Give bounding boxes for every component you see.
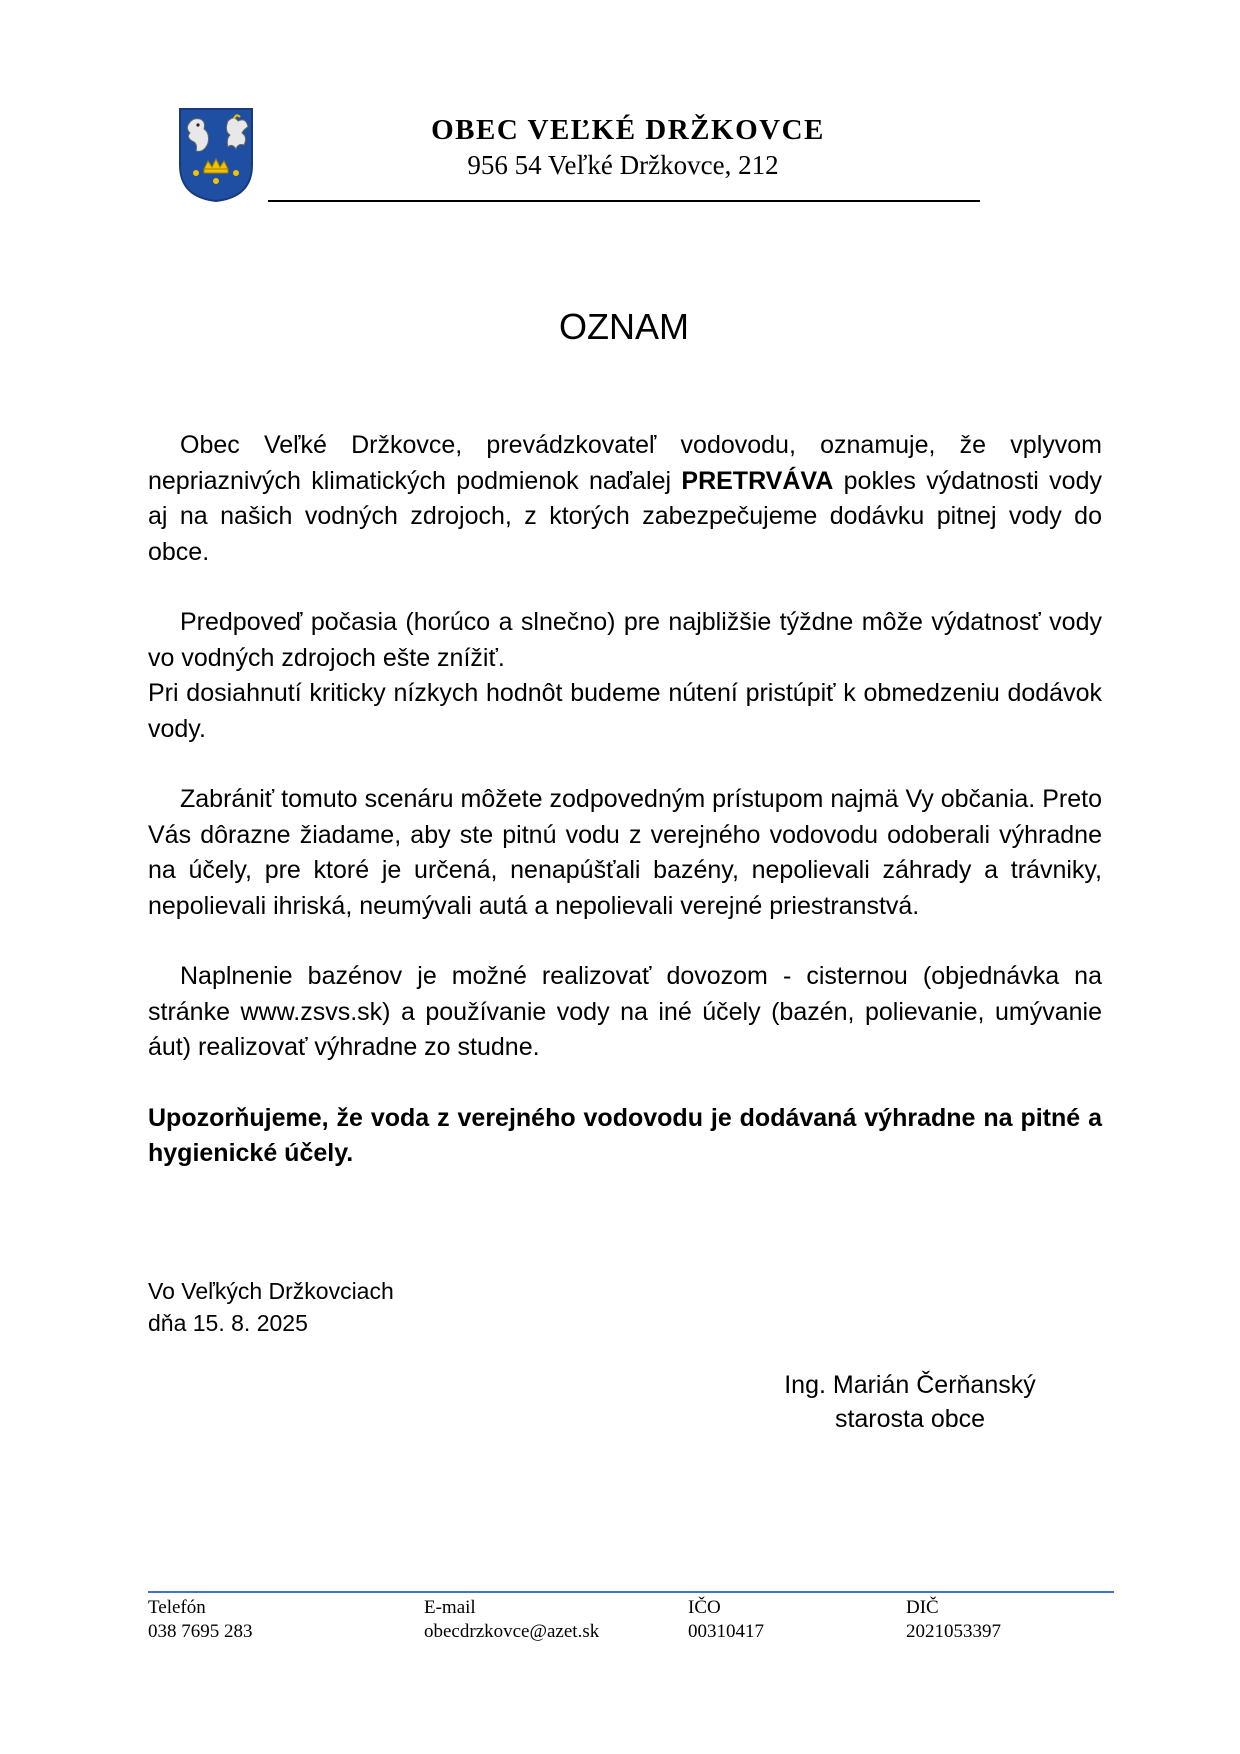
paragraph-1-text-a: Obec Veľké Držkovce, prevádzkovateľ vodovodu, oznamuje, že vplyvom nepriaznivých klimatických podmienok naďalej [148, 431, 1102, 495]
signatory-name: Ing. Marián Čerňanský [784, 1371, 1036, 1399]
paragraph-1 [148, 428, 1102, 570]
footer-phone-value: 038 7695 283 [148, 1621, 253, 1642]
header-divider [268, 200, 980, 202]
footer-email [424, 1596, 599, 1644]
footer-divider [148, 1591, 1114, 1593]
footer-dic-value: 2021053397 [906, 1621, 1001, 1642]
footer-dic [906, 1596, 1001, 1644]
paragraph-2: Predpoveď počasia (horúco a slnečno) pre najbližšie týždne môže výdatnosť vody vo vodných zdrojoch ešte znížiť. [148, 608, 1102, 672]
paragraph-1-text-b: pokles výdatnosti vody aj na našich vodných zdrojoch, z ktorých zabezpečujeme dodávku pitnej vody do obce. [148, 466, 1102, 566]
paragraph-4: Zabrániť tomuto scenáru môžete zodpovedným prístupom najmä Vy občania. Preto Vás dôrazne žiadame, aby ste pitnú vodu z verejného vodovodu odoberali výhradne na účely, pre ktoré je určená, nenapúšťali bazény, nepolievali záhrady a trávniky, nepolievali ihriská, neumývali autá a nepolievali verejné priestranstvá. [148, 785, 1102, 920]
footer-ico-label: IČO [688, 1597, 721, 1618]
footer-email-label: E-mail [424, 1597, 476, 1618]
signature-block [700, 1368, 1120, 1436]
footer-ico-value: 00310417 [688, 1621, 764, 1642]
place: Vo Veľkých Držkovciach [148, 1278, 394, 1304]
footer-ico [688, 1596, 764, 1644]
place-and-date [148, 1275, 394, 1339]
paragraph-5: Naplnenie bazénov je možné realizovať dovozom - cisternou (objednávka na stránke www.zsvs.sk) a používanie vody na iné účely (bazén, polievanie, umývanie áut) realizovať výhradne zo studne. [148, 962, 1102, 1061]
footer-email-value: obecdrzkovce@azet.sk [424, 1621, 600, 1642]
notice-body [148, 428, 1102, 1207]
date: dňa 15. 8. 2025 [148, 1310, 308, 1336]
municipality-address: 956 54 Veľké Držkovce, 212 [467, 150, 779, 180]
footer-dic-label: DIČ [906, 1597, 939, 1618]
footer-phone [148, 1596, 253, 1644]
paragraph-1-emphasis: PRETRVÁVA [681, 466, 834, 495]
paragraph-6: Upozorňujeme, že voda z verejného vodovodu je dodávaná výhradne na pitné a hygienické účely. [148, 1103, 1102, 1167]
paragraph-3: Pri dosiahnutí kriticky nízkych hodnôt budeme nútení pristúpiť k obmedzeniu dodávok vody. [148, 679, 1102, 743]
footer-phone-label: Telefón [148, 1597, 206, 1618]
document-title: OZNAM [559, 306, 689, 347]
municipality-name: OBEC VEĽKÉ DRŽKOVCE [431, 114, 825, 146]
signatory-role: starosta obce [834, 1405, 986, 1433]
